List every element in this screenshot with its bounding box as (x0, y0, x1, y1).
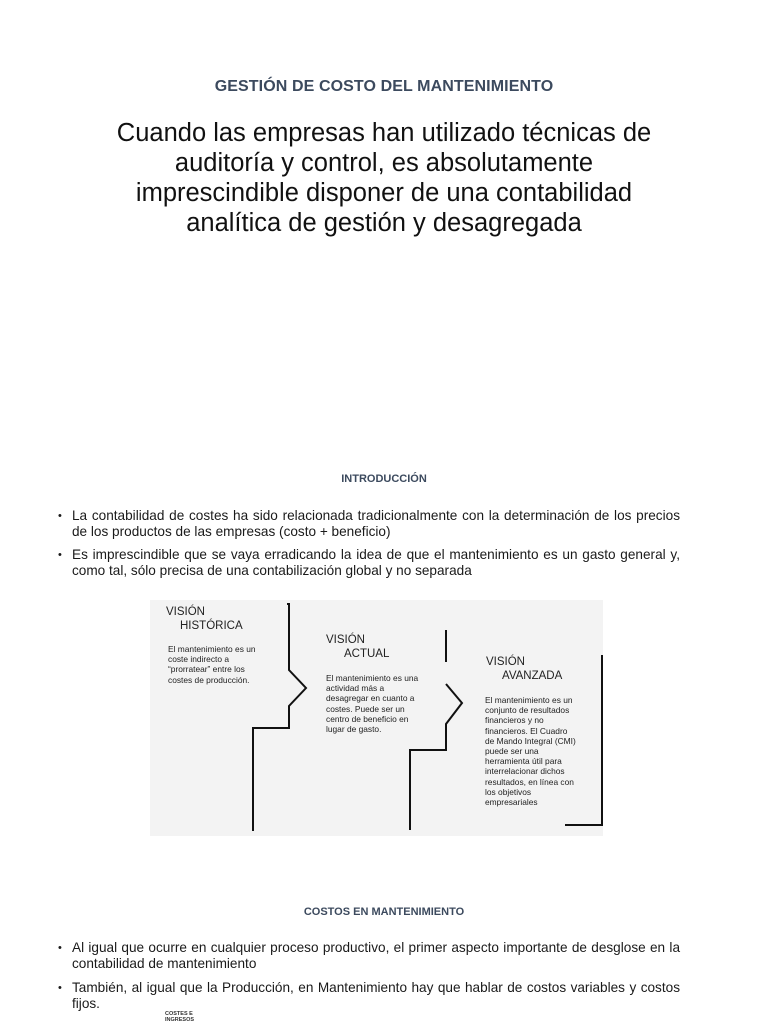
bullet-text: Es imprescindible que se vaya erradicando la idea de que el mantenimiento es un gasto general y, como tal, sólo precisa de una contabilización global y no separada (72, 547, 680, 578)
desc-line: de Mando Integral (CMI) (485, 735, 576, 746)
lead-line: imprescindible disponer de una contabilidad (135, 179, 633, 207)
desc-line: financieros y no (485, 715, 544, 726)
desc-line: interrelacionar dichos (485, 766, 565, 777)
desc-line: herramienta útil para (485, 756, 562, 767)
vision-historica-text (168, 644, 256, 685)
desc-line: actividad más a (326, 683, 385, 694)
desc-line: empresariales (485, 797, 538, 808)
bullet-text: Al igual que ocurre en cualquier proceso productivo, el primer aspecto importante de desglose en la contabilidad de mantenimiento (72, 940, 680, 971)
vision-actual-title (326, 633, 389, 661)
desc-line: desagregar en cuanto a (326, 693, 415, 704)
desc-line: conjunto de resultados (485, 705, 570, 716)
vision-diagram (150, 600, 603, 836)
vision-label: VISIÓN (326, 634, 365, 646)
bullet-item (58, 508, 680, 540)
vision-name: ACTUAL (344, 648, 390, 660)
desc-line: centro de beneficio en (326, 713, 409, 724)
vision-name: AVANZADA (502, 670, 563, 682)
bullet-item (58, 547, 680, 579)
page-title: GESTIÓN DE COSTO DEL MANTENIMIENTO (214, 78, 554, 95)
lead-line: Cuando las empresas han utilizado técnicas de (116, 119, 652, 147)
desc-line: financieros. El Cuadro (485, 725, 568, 736)
desc-line: El mantenimiento es una (326, 673, 419, 683)
diagram-label-fragment (165, 1011, 194, 1023)
bullet-icon: • (58, 942, 62, 954)
desc-line: costes. Puede ser un (326, 703, 405, 714)
desc-line: resultados, en línea con (485, 776, 574, 787)
bullet-icon: • (58, 549, 62, 561)
fragment-line: INGRESOS (165, 1017, 195, 1023)
vision-label: VISIÓN (486, 656, 525, 668)
fragment-line: COSTES E (165, 1011, 193, 1017)
vision-actual-text (326, 673, 418, 734)
bullet-item (58, 980, 680, 1012)
bullet-text: También, al igual que la Producción, en Mantenimiento hay que hablar de costos variables y costos fijos. (72, 980, 680, 1011)
lead-line: auditoría y control, es absolutamente (174, 149, 594, 177)
desc-line: costes de producción. (168, 674, 250, 685)
desc-line: El mantenimiento es un (485, 695, 573, 705)
lead-line: analítica de gestión y desagregada (186, 209, 582, 237)
vision-avanzada-title (486, 655, 562, 683)
vision-historica-title (166, 605, 243, 633)
vision-name: HISTÓRICA (180, 620, 243, 632)
section-heading-costos: COSTOS EN MANTENIMIENTO (303, 906, 465, 918)
vision-avanzada-text (485, 695, 576, 807)
bullet-icon: • (58, 982, 62, 994)
section-heading-introduccion: INTRODUCCIÓN (341, 473, 427, 485)
desc-line: lugar de gasto. (326, 724, 382, 735)
bullet-icon: • (58, 510, 62, 522)
desc-line: los objetivos (485, 786, 532, 797)
desc-line: puede ser una (485, 746, 539, 757)
vision-label: VISIÓN (166, 606, 205, 618)
bullet-text: La contabilidad de costes ha sido relacionada tradicionalmente con la determinación de los precios de los productos de las empresas (costo + beneficio) (72, 508, 680, 539)
desc-line: coste indirecto a (168, 654, 229, 665)
desc-line: El mantenimiento es un (168, 644, 256, 654)
lead-paragraph (40, 118, 728, 238)
desc-line: “prorratear” entre los (168, 664, 245, 675)
bullet-item (58, 940, 680, 972)
